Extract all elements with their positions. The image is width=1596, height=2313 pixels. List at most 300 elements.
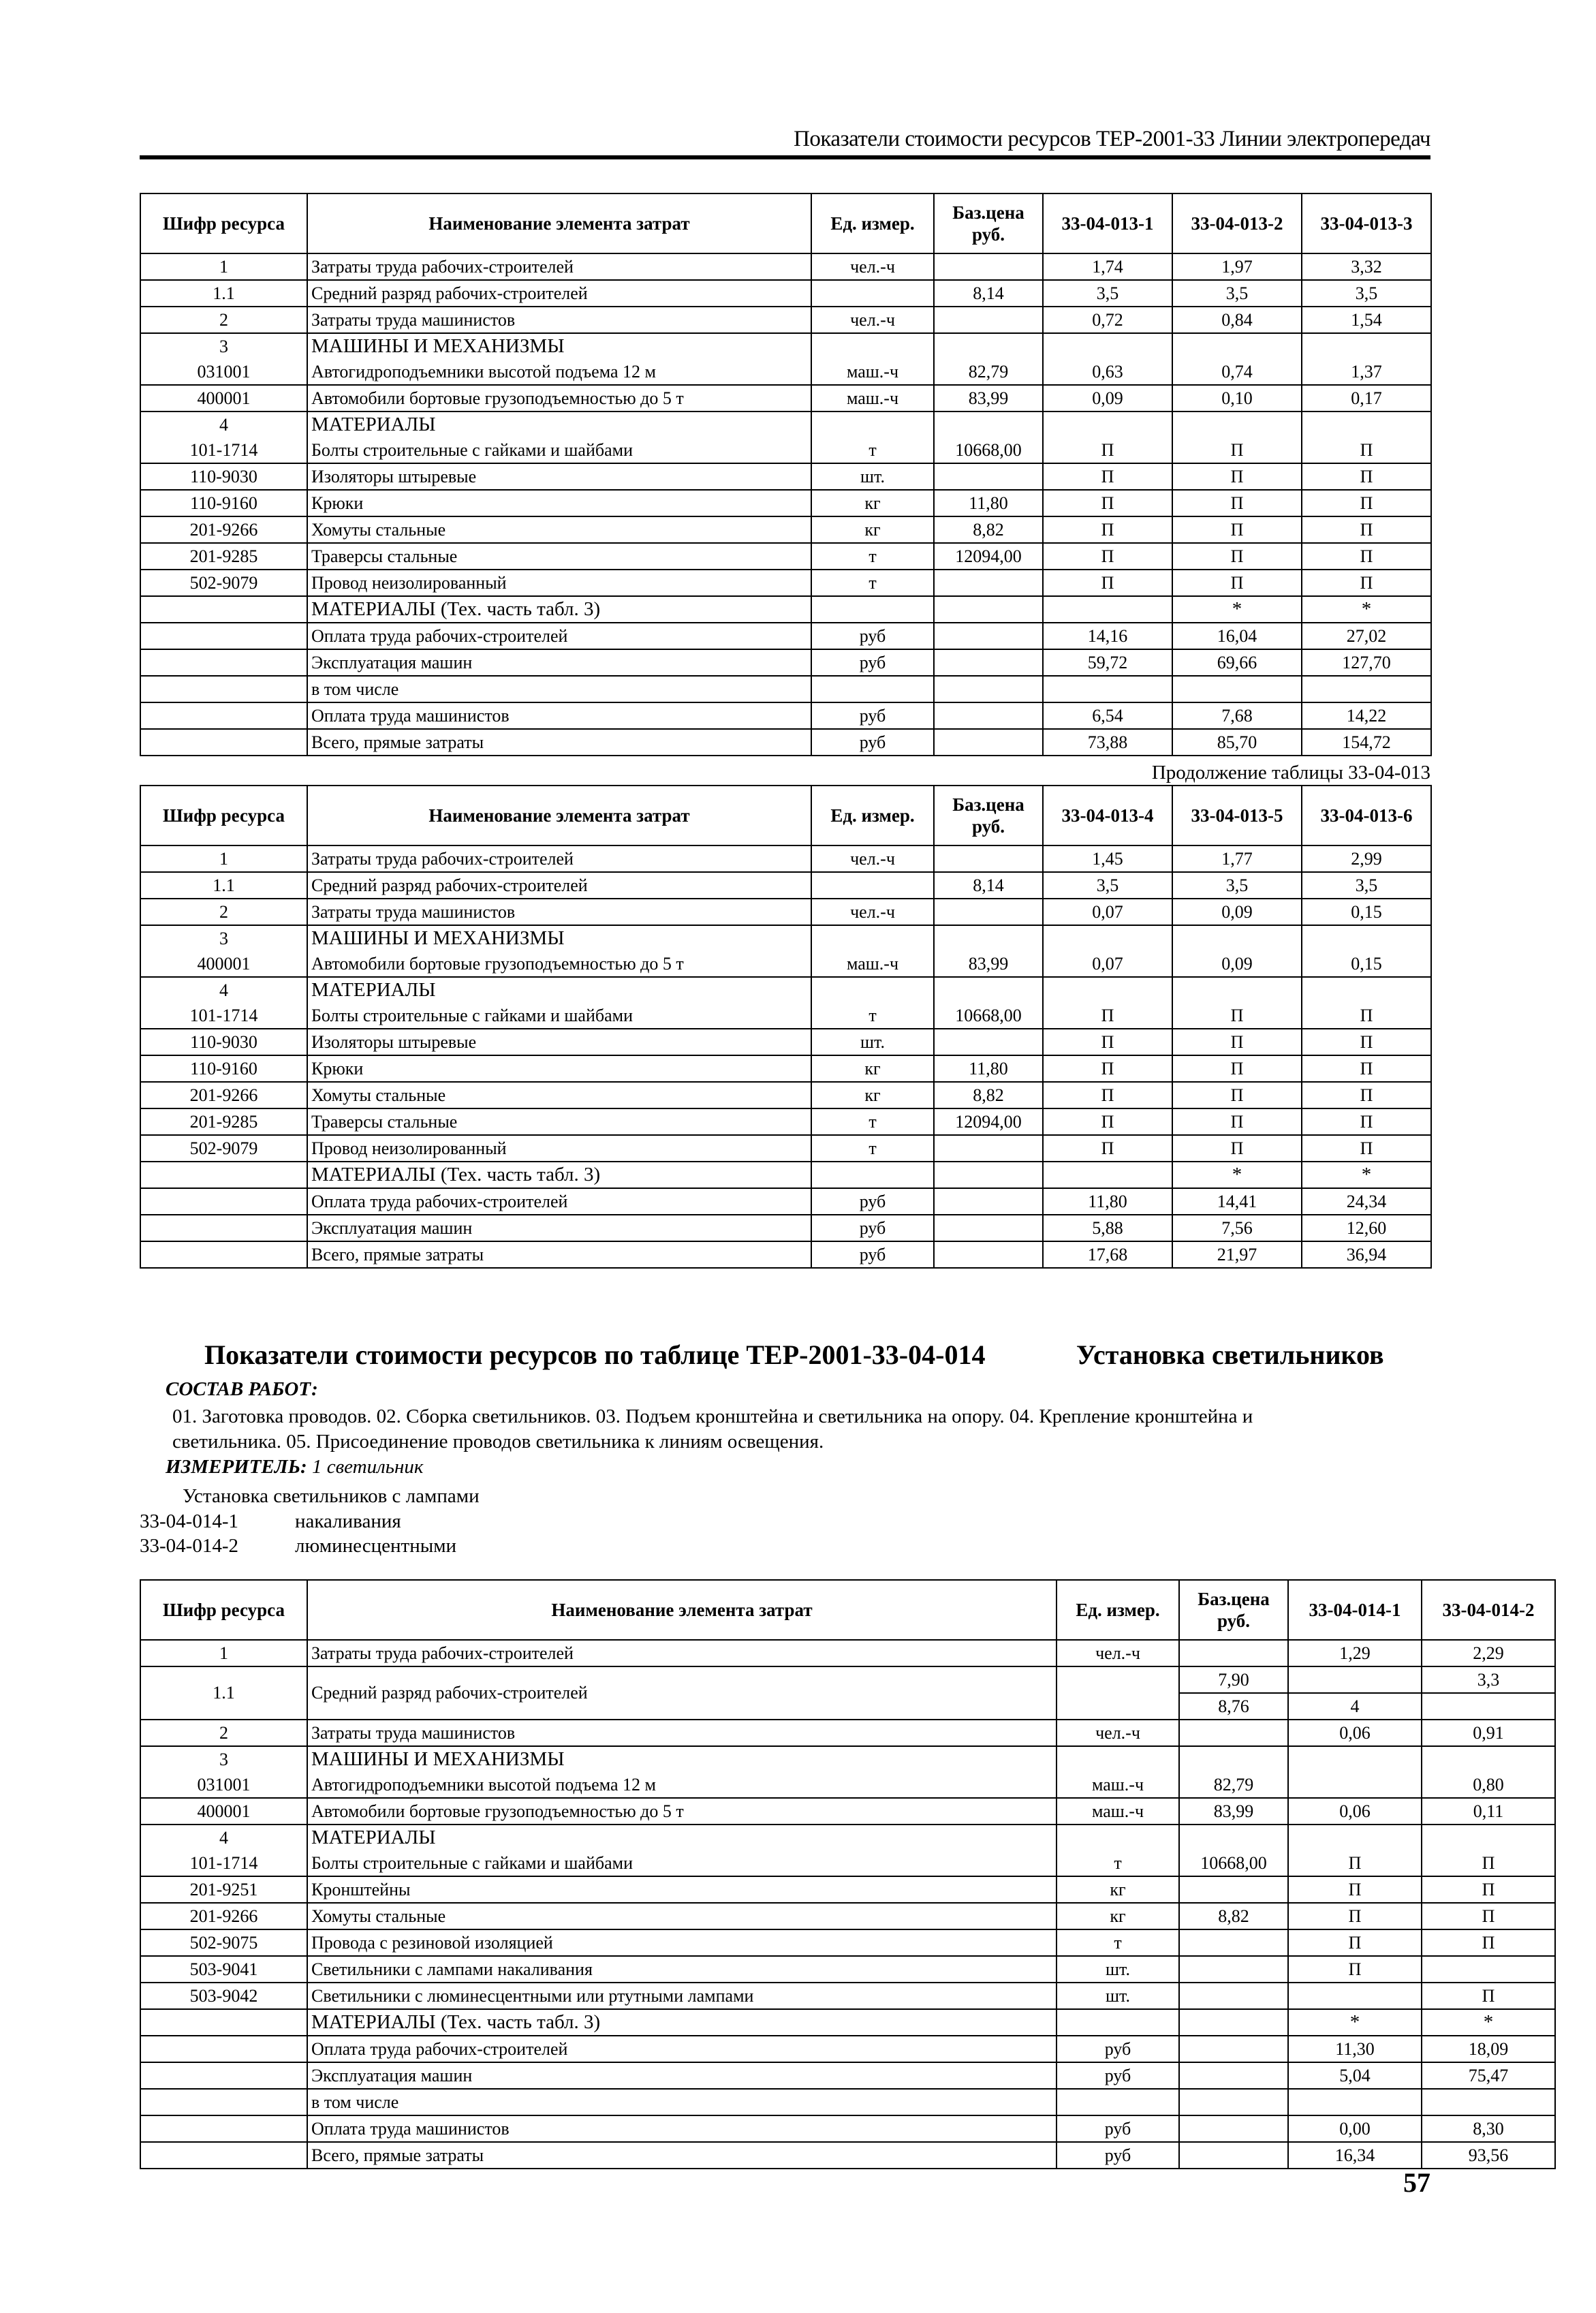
row-value: 1,54 <box>1302 307 1431 333</box>
table-row <box>140 1162 1431 1188</box>
row-unit <box>811 596 934 623</box>
row-price <box>934 925 1043 951</box>
row-value: 3,5 <box>1172 280 1302 307</box>
row-value: 69,66 <box>1172 649 1302 676</box>
row-value: 1,45 <box>1043 845 1172 872</box>
row-name: Всего, прямые затраты <box>307 729 811 756</box>
row-value: 7,68 <box>1172 702 1302 729</box>
table-row <box>140 1720 1555 1746</box>
row-code: 201-9285 <box>140 543 307 570</box>
row-price <box>1179 2115 1288 2142</box>
row-value <box>1043 412 1172 437</box>
row-value <box>1302 412 1431 437</box>
row-value: * <box>1422 2009 1555 2036</box>
row-code: 502-9079 <box>140 570 307 596</box>
header-price: Баз.цена руб. <box>934 193 1043 253</box>
row-value: 36,94 <box>1302 1241 1431 1268</box>
table-row <box>140 570 1431 596</box>
row-price <box>934 702 1043 729</box>
row-value: П <box>1422 1929 1555 1956</box>
row-value: 0,80 <box>1422 1772 1555 1798</box>
row-price: 83,99 <box>934 951 1043 977</box>
row-unit: руб <box>811 649 934 676</box>
row-name: Хомуты стальные <box>307 516 811 543</box>
row-code <box>140 1215 307 1241</box>
row-value: 59,72 <box>1043 649 1172 676</box>
row-price <box>934 977 1043 1003</box>
table-row <box>140 463 1431 490</box>
row-code <box>140 2062 307 2089</box>
row-name: Болты строительные с гайками и шайбами <box>307 1003 811 1029</box>
section-title-right: Установка светильников <box>1076 1339 1384 1370</box>
row-value: 3,3 <box>1422 1666 1555 1693</box>
row-code: 1 <box>140 845 307 872</box>
row-name: Провод неизолированный <box>307 1135 811 1162</box>
row-unit: т <box>811 543 934 570</box>
row-name: Эксплуатация машин <box>307 1215 811 1241</box>
row-value: 0,17 <box>1302 385 1431 412</box>
measure-label: ИЗМЕРИТЕЛЬ: <box>166 1456 307 1478</box>
row-value: 3,5 <box>1302 280 1431 307</box>
table-row <box>140 649 1431 676</box>
header-column-code: 33-04-014-1 <box>1288 1580 1422 1640</box>
row-code <box>140 702 307 729</box>
row-unit: маш.-ч <box>811 385 934 412</box>
row-value: 5,88 <box>1043 1215 1172 1241</box>
row-code: 400001 <box>140 1798 307 1825</box>
table-header-row <box>140 193 1431 253</box>
row-value: П <box>1172 490 1302 516</box>
row-value: П <box>1043 1003 1172 1029</box>
row-value: 154,72 <box>1302 729 1431 756</box>
row-price <box>934 253 1043 280</box>
row-price: 8,76 <box>1179 1693 1288 1720</box>
row-unit: кг <box>1057 1903 1179 1929</box>
row-code: 503-9042 <box>140 1983 307 2009</box>
header-price: Баз.цена руб. <box>1179 1580 1288 1640</box>
row-code <box>140 596 307 623</box>
table-row <box>140 2142 1555 2169</box>
row-name: МАТЕРИАЛЫ <box>307 977 811 1003</box>
row-price <box>1179 1720 1288 1746</box>
row-value: П <box>1288 1929 1422 1956</box>
row-value: 0,15 <box>1302 899 1431 925</box>
row-value <box>1422 1956 1555 1983</box>
row-name: Светильники с люминесцентными или ртутными лампами <box>307 1983 1057 2009</box>
row-unit: кг <box>811 1082 934 1108</box>
row-code: 201-9266 <box>140 516 307 543</box>
row-value: 8,30 <box>1422 2115 1555 2142</box>
row-price <box>1179 1983 1288 2009</box>
row-value: 127,70 <box>1302 649 1431 676</box>
row-name: Затраты труда машинистов <box>307 307 811 333</box>
header-rule <box>140 155 1430 159</box>
header-column-code: 33-04-013-5 <box>1172 786 1302 845</box>
table-row <box>140 1929 1555 1956</box>
row-code <box>140 2142 307 2169</box>
row-value: 27,02 <box>1302 623 1431 649</box>
row-name: Оплата труда рабочих-строителей <box>307 623 811 649</box>
row-unit: маш.-ч <box>811 951 934 977</box>
row-unit <box>811 333 934 359</box>
row-value: П <box>1172 437 1302 463</box>
table-row <box>140 1241 1431 1268</box>
row-price <box>1179 2089 1288 2115</box>
row-unit: чел.-ч <box>811 899 934 925</box>
row-value: 2,99 <box>1302 845 1431 872</box>
row-value: П <box>1043 516 1172 543</box>
row-value: П <box>1288 1903 1422 1929</box>
table-row <box>140 543 1431 570</box>
header-column-code: 33-04-013-6 <box>1302 786 1431 845</box>
row-unit: кг <box>811 516 934 543</box>
row-price <box>1179 1825 1288 1850</box>
row-name: Крюки <box>307 490 811 516</box>
header-column-code: 33-04-013-3 <box>1302 193 1431 253</box>
row-price: 11,80 <box>934 1055 1043 1082</box>
row-unit: руб <box>811 1241 934 1268</box>
row-name: Автогидроподъемники высотой подъема 12 м <box>307 359 811 385</box>
row-unit <box>811 280 934 307</box>
row-code: 503-9041 <box>140 1956 307 1983</box>
row-code: 4 <box>140 412 307 437</box>
row-value: * <box>1172 1162 1302 1188</box>
row-value <box>1043 333 1172 359</box>
row-value: 14,41 <box>1172 1188 1302 1215</box>
row-value: П <box>1302 1082 1431 1108</box>
row-value: 0,15 <box>1302 951 1431 977</box>
row-unit <box>811 676 934 702</box>
row-unit <box>811 1162 934 1188</box>
row-value: П <box>1043 1029 1172 1055</box>
row-code: 1 <box>140 253 307 280</box>
row-price <box>934 676 1043 702</box>
table-header-row <box>140 1580 1555 1640</box>
row-value: 1,97 <box>1172 253 1302 280</box>
row-code: 201-9251 <box>140 1876 307 1903</box>
row-value: П <box>1422 1850 1555 1876</box>
row-name: Хомуты стальные <box>307 1082 811 1108</box>
row-value <box>1043 1162 1172 1188</box>
table-row <box>140 977 1431 1003</box>
row-price: 10668,00 <box>934 1003 1043 1029</box>
row-code: 110-9160 <box>140 1055 307 1082</box>
row-value: П <box>1302 1135 1431 1162</box>
row-name: Крюки <box>307 1055 811 1082</box>
row-value: П <box>1172 1135 1302 1162</box>
row-value: П <box>1288 1956 1422 1983</box>
table-row <box>140 1215 1431 1241</box>
row-value: 0,63 <box>1043 359 1172 385</box>
table-row <box>140 596 1431 623</box>
row-value: П <box>1302 1108 1431 1135</box>
row-code: 201-9285 <box>140 1108 307 1135</box>
resource-table-1 <box>140 193 1432 756</box>
row-name: Болты строительные с гайками и шайбами <box>307 1850 1057 1876</box>
row-unit: шт. <box>811 1029 934 1055</box>
row-value: П <box>1302 490 1431 516</box>
row-unit: руб <box>1057 2142 1179 2169</box>
row-name: Траверсы стальные <box>307 543 811 570</box>
row-value: П <box>1172 1055 1302 1082</box>
table-row <box>140 1876 1555 1903</box>
table-row <box>140 1772 1555 1798</box>
table-row <box>140 2115 1555 2142</box>
row-name: Траверсы стальные <box>307 1108 811 1135</box>
row-unit: кг <box>1057 1876 1179 1903</box>
header-code: Шифр ресурса <box>140 193 307 253</box>
row-value <box>1172 977 1302 1003</box>
row-unit <box>811 925 934 951</box>
row-name: Провода с резиновой изоляцией <box>307 1929 1057 1956</box>
row-name: Автомобили бортовые грузоподъемностью до 5 т <box>307 1798 1057 1825</box>
row-code: 3 <box>140 925 307 951</box>
row-value: 11,30 <box>1288 2036 1422 2062</box>
row-value: 11,80 <box>1043 1188 1172 1215</box>
row-value: П <box>1288 1850 1422 1876</box>
row-value: 7,56 <box>1172 1215 1302 1241</box>
header-column-code: 33-04-013-1 <box>1043 193 1172 253</box>
row-code: 3 <box>140 333 307 359</box>
row-price <box>1179 2062 1288 2089</box>
table-row <box>140 1903 1555 1929</box>
row-unit: т <box>811 437 934 463</box>
row-price: 12094,00 <box>934 543 1043 570</box>
row-value: 3,5 <box>1043 872 1172 899</box>
row-price: 83,99 <box>1179 1798 1288 1825</box>
row-price <box>934 412 1043 437</box>
row-value: * <box>1302 596 1431 623</box>
row-value: П <box>1302 1003 1431 1029</box>
row-value <box>1043 977 1172 1003</box>
row-unit: кг <box>811 1055 934 1082</box>
row-value: 2,29 <box>1422 1640 1555 1666</box>
row-value: 17,68 <box>1043 1241 1172 1268</box>
table-row <box>140 1666 1555 1693</box>
row-price <box>1179 1746 1288 1772</box>
row-value: 85,70 <box>1172 729 1302 756</box>
row-unit: руб <box>811 702 934 729</box>
row-value: П <box>1043 1055 1172 1082</box>
row-value: П <box>1302 1055 1431 1082</box>
table-row <box>140 385 1431 412</box>
row-value: П <box>1302 543 1431 570</box>
row-value: П <box>1172 1108 1302 1135</box>
header-name: Наименование элемента затрат <box>307 786 811 845</box>
table-row <box>140 437 1431 463</box>
row-price <box>934 729 1043 756</box>
table-row <box>140 1956 1555 1983</box>
row-price <box>934 596 1043 623</box>
row-value: П <box>1422 1876 1555 1903</box>
row-value: П <box>1043 1108 1172 1135</box>
row-name: в том числе <box>307 2089 1057 2115</box>
row-price <box>1179 2142 1288 2169</box>
row-value: 0,07 <box>1043 951 1172 977</box>
row-value <box>1302 925 1431 951</box>
work-label: СОСТАВ РАБОТ: <box>166 1378 318 1400</box>
page-header: Показатели стоимости ресурсов ТЕР-2001-33 Линии электропередач <box>794 127 1430 151</box>
row-name: Изоляторы штыревые <box>307 1029 811 1055</box>
row-code: 2 <box>140 1720 307 1746</box>
row-code <box>140 649 307 676</box>
row-unit <box>811 872 934 899</box>
continuation-label: Продолжение таблицы 33-04-013 <box>1151 762 1430 783</box>
row-price: 12094,00 <box>934 1108 1043 1135</box>
row-code <box>140 623 307 649</box>
table-row <box>140 1188 1431 1215</box>
row-name: Автомобили бортовые грузоподъемностью до 5 т <box>307 951 811 977</box>
row-unit <box>811 412 934 437</box>
row-code: 502-9079 <box>140 1135 307 1162</box>
header-unit: Ед. измер. <box>1057 1580 1179 1640</box>
row-value: П <box>1043 1135 1172 1162</box>
table-row <box>140 1983 1555 2009</box>
row-unit <box>1057 2089 1179 2115</box>
row-value: 3,32 <box>1302 253 1431 280</box>
row-value: 1,77 <box>1172 845 1302 872</box>
row-price: 8,14 <box>934 280 1043 307</box>
row-value <box>1288 1772 1422 1798</box>
row-name: МАШИНЫ И МЕХАНИЗМЫ <box>307 925 811 951</box>
row-code <box>140 1162 307 1188</box>
row-price <box>1179 2009 1288 2036</box>
row-unit: чел.-ч <box>811 253 934 280</box>
header-price: Баз.цена руб. <box>934 786 1043 845</box>
table-row <box>140 2036 1555 2062</box>
row-name: Затраты труда рабочих-строителей <box>307 1640 1057 1666</box>
row-value <box>1172 676 1302 702</box>
row-code: 1.1 <box>140 872 307 899</box>
row-value: 18,09 <box>1422 2036 1555 2062</box>
row-value: П <box>1043 543 1172 570</box>
row-unit: т <box>811 1003 934 1029</box>
row-value: П <box>1172 516 1302 543</box>
row-value: 16,34 <box>1288 2142 1422 2169</box>
row-price: 8,82 <box>1179 1903 1288 1929</box>
row-value: * <box>1288 2009 1422 2036</box>
row-value: 16,04 <box>1172 623 1302 649</box>
row-code: 4 <box>140 977 307 1003</box>
row-unit <box>1057 1666 1179 1720</box>
row-value <box>1172 412 1302 437</box>
row-value: 0,74 <box>1172 359 1302 385</box>
row-value: 0,06 <box>1288 1798 1422 1825</box>
row-unit: шт. <box>811 463 934 490</box>
row-name: Провод неизолированный <box>307 570 811 596</box>
row-unit: шт. <box>1057 1956 1179 1983</box>
row-unit: чел.-ч <box>1057 1640 1179 1666</box>
row-value: 0,10 <box>1172 385 1302 412</box>
row-name: Изоляторы штыревые <box>307 463 811 490</box>
row-unit: маш.-ч <box>1057 1772 1179 1798</box>
row-value: 0,72 <box>1043 307 1172 333</box>
row-name: Эксплуатация машин <box>307 2062 1057 2089</box>
row-value: 1,37 <box>1302 359 1431 385</box>
row-name: МАТЕРИАЛЫ (Тех. часть табл. 3) <box>307 2009 1057 2036</box>
resource-table-3 <box>140 1579 1556 2169</box>
row-price <box>934 1029 1043 1055</box>
row-price: 10668,00 <box>934 437 1043 463</box>
row-price <box>934 1135 1043 1162</box>
row-code: 1.1 <box>140 1666 307 1720</box>
header-unit: Ед. измер. <box>811 193 934 253</box>
row-name: Оплата труда машинистов <box>307 2115 1057 2142</box>
row-code: 101-1714 <box>140 1850 307 1876</box>
row-code: 1.1 <box>140 280 307 307</box>
row-unit: т <box>811 570 934 596</box>
row-unit <box>1057 2009 1179 2036</box>
work-text-line-2: светильника. 05. Присоединение проводов светильника к линиям освещения. <box>172 1431 824 1453</box>
header-unit: Ед. измер. <box>811 786 934 845</box>
row-value <box>1422 2089 1555 2115</box>
row-price: 8,14 <box>934 872 1043 899</box>
row-value <box>1302 977 1431 1003</box>
table-header-row <box>140 786 1431 845</box>
table-row <box>140 925 1431 951</box>
measure-value: 1 светильник <box>311 1456 424 1478</box>
row-code: 1 <box>140 1640 307 1666</box>
row-price <box>934 623 1043 649</box>
table-row <box>140 1798 1555 1825</box>
row-value <box>1288 1825 1422 1850</box>
row-name: Оплата труда рабочих-строителей <box>307 2036 1057 2062</box>
row-value: 3,5 <box>1043 280 1172 307</box>
table-row <box>140 676 1431 702</box>
row-unit <box>1057 1746 1179 1772</box>
row-code <box>140 676 307 702</box>
row-price <box>934 649 1043 676</box>
row-price <box>934 463 1043 490</box>
row-name: Эксплуатация машин <box>307 649 811 676</box>
table-row <box>140 1029 1431 1055</box>
row-value: 0,09 <box>1172 899 1302 925</box>
row-code <box>140 2089 307 2115</box>
row-price <box>934 1215 1043 1241</box>
row-name: Кронштейны <box>307 1876 1057 1903</box>
row-unit: чел.-ч <box>1057 1720 1179 1746</box>
page-number: 57 <box>1403 2167 1430 2198</box>
header-column-code: 33-04-014-2 <box>1422 1580 1555 1640</box>
row-value: 0,84 <box>1172 307 1302 333</box>
row-name: Оплата труда машинистов <box>307 702 811 729</box>
table-row <box>140 1082 1431 1108</box>
row-unit: т <box>1057 1850 1179 1876</box>
row-name: МАШИНЫ И МЕХАНИЗМЫ <box>307 1746 1057 1772</box>
row-value: П <box>1172 1082 1302 1108</box>
row-name: МАТЕРИАЛЫ (Тех. часть табл. 3) <box>307 596 811 623</box>
row-price: 7,90 <box>1179 1666 1288 1693</box>
row-value: 0,09 <box>1043 385 1172 412</box>
row-value <box>1288 2089 1422 2115</box>
row-value: * <box>1172 596 1302 623</box>
table-row <box>140 1135 1431 1162</box>
row-value: П <box>1043 570 1172 596</box>
row-code: 2 <box>140 307 307 333</box>
row-value: П <box>1043 437 1172 463</box>
row-name: Всего, прямые затраты <box>307 1241 811 1268</box>
row-code: 201-9266 <box>140 1903 307 1929</box>
row-value: 0,07 <box>1043 899 1172 925</box>
row-value: 0,09 <box>1172 951 1302 977</box>
row-code: 502-9075 <box>140 1929 307 1956</box>
row-value: П <box>1172 1029 1302 1055</box>
row-unit: чел.-ч <box>811 845 934 872</box>
row-code <box>140 1241 307 1268</box>
row-name: МАТЕРИАЛЫ <box>307 412 811 437</box>
table-row <box>140 307 1431 333</box>
row-value: П <box>1422 1903 1555 1929</box>
